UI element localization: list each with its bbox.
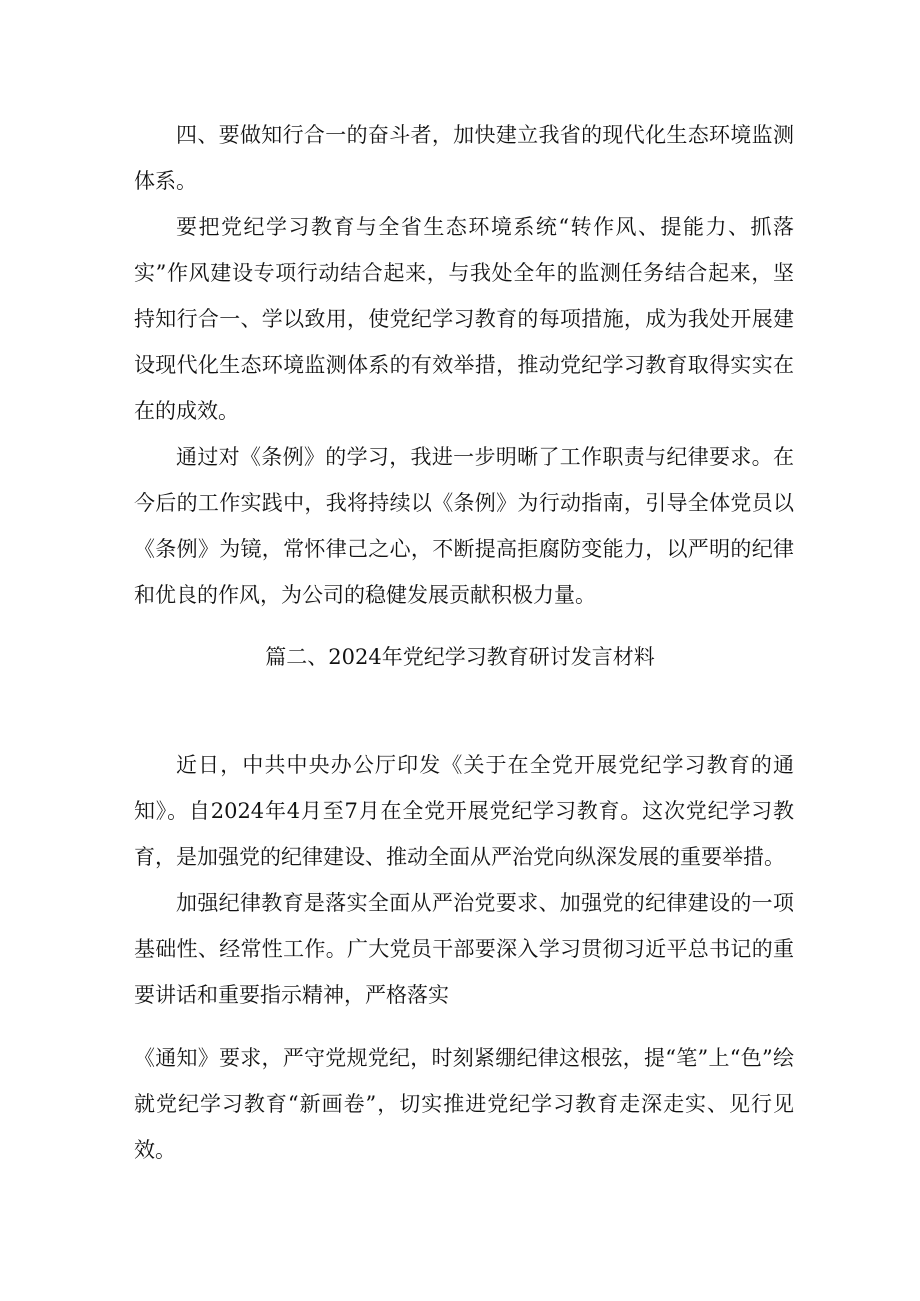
paragraph-section-four-title: 四、要做知行合一的奋斗者，加快建立我省的现代化生态环境监测体系。 [134, 123, 794, 193]
paragraph-discipline-education: 加强纪律教育是落实全面从严治党要求、加强党的纪律建设的一项基础性、经常性工作。广大党员干部要深入学习贯彻习近平总书记的重要讲话和重要指示精神，严格落实 [134, 891, 794, 1007]
section-heading: 篇二、2024年党纪学习教育研讨发言材料 [265, 645, 655, 669]
paragraph-continuation: 《通知》要求，严守党规党纪，时刻紧绷纪律这根弦，提“笔”上“色”绘就党纪学习教育“新画卷”，切实推进党纪学习教育走深走实、见行见效。 [134, 1046, 794, 1162]
paragraph-notice: 近日，中共中央办公厅印发《关于在全党开展党纪学习教育的通知》。自2024年4月至7月在全党开展党纪学习教育。这次党纪学习教育，是加强党的纪律建设、推动全面从严治党向纵深发展的重要举措。 [134, 753, 794, 869]
paragraph-regulations-study: 通过对《条例》的学习，我进一步明晰了工作职责与纪律要求。在今后的工作实践中，我将持续以《条例》为行动指南，引导全体党员以《条例》为镜，常怀律己之心，不断提高拒腐防变能力，以严明的纪律和优良的作风，为公司的稳健发展贡献积极力量。 [134, 445, 794, 607]
paragraph-integration: 要把党纪学习教育与全省生态环境系统“转作风、提能力、抓落实”作风建设专项行动结合起来，与我处全年的监测任务结合起来，坚持知行合一、学以致用，使党纪学习教育的每项措施，成为我处开展建设现代化生态环境监测体系的有效举措，推动党纪学习教育取得实实在在的成效。 [134, 215, 794, 423]
